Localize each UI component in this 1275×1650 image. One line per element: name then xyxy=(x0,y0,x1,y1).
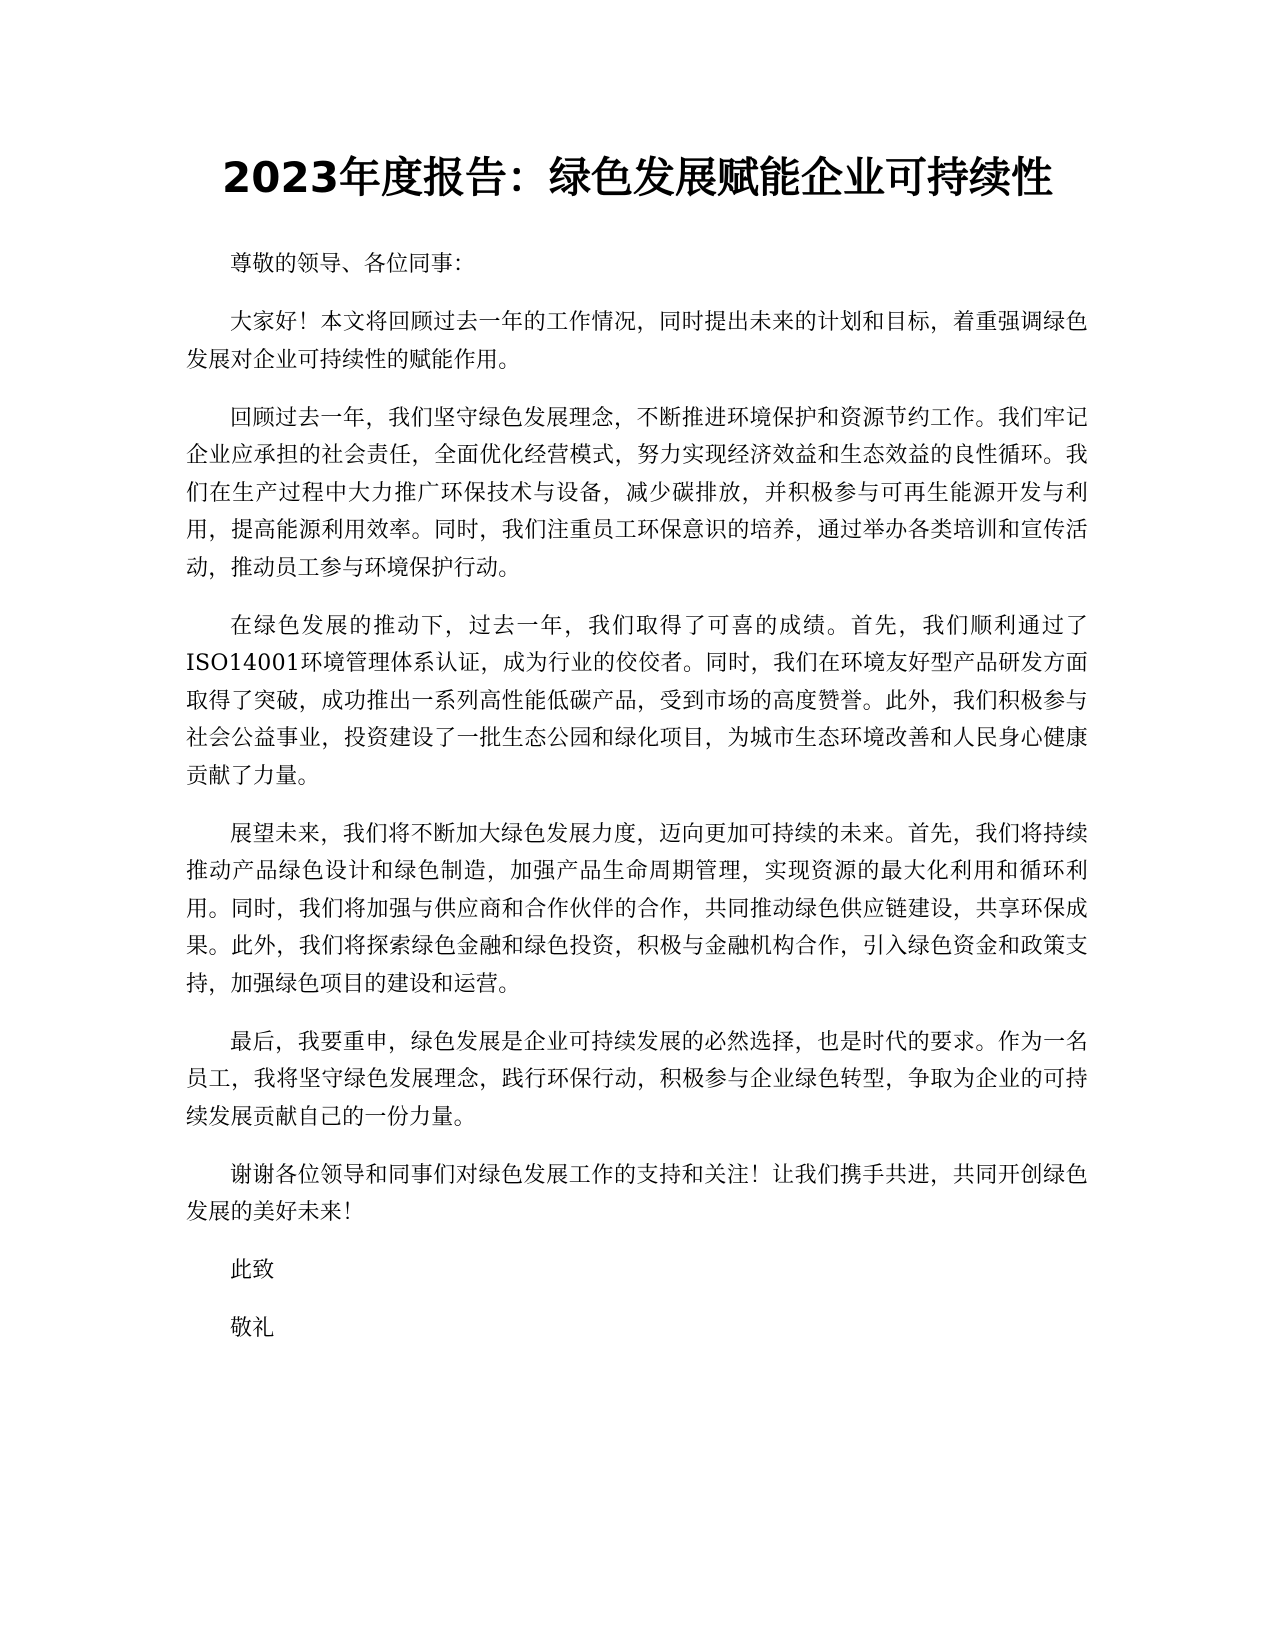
review-paragraph: 回顾过去一年，我们坚守绿色发展理念，不断推进环境保护和资源节约工作。我们牢记企业应承担的社会责任，全面优化经营模式，努力实现经济效益和生态效益的良性循环。我们在生产过程中大力推广环保技术与设备，减少碳排放，并积极参与可再生能源开发与利用，提高能源利用效率。同时，我们注重员工环保意识的培养，通过举办各类培训和宣传活动，推动员工参与环境保护行动。 xyxy=(186,405,1088,581)
intro-paragraph: 大家好！本文将回顾过去一年的工作情况，同时提出未来的计划和目标，着重强调绿色发展对企业可持续性的赋能作用。 xyxy=(186,310,1088,373)
regards-line: 敬礼 xyxy=(230,1316,275,1341)
outlook-paragraph: 展望未来，我们将不断加大绿色发展力度，迈向更加可持续的未来。首先，我们将持续推动产品绿色设计和绿色制造，加强产品生命周期管理，实现资源的最大化利用和循环利用。同时，我们将加强与供应商和合作伙伴的合作，共同推动绿色供应链建设，共享环保成果。此外，我们将探索绿色金融和绿色投资，积极与金融机构合作，引入绿色资金和政策支持，加强绿色项目的建设和运营。 xyxy=(186,821,1088,997)
closing-line: 此致 xyxy=(230,1258,275,1283)
conclusion-paragraph: 最后，我要重申，绿色发展是企业可持续发展的必然选择，也是时代的要求。作为一名员工，我将坚守绿色发展理念，践行环保行动，积极参与企业绿色转型，争取为企业的可持续发展贡献自己的一份力量。 xyxy=(186,1029,1088,1130)
achievements-paragraph: 在绿色发展的推动下，过去一年，我们取得了可喜的成绩。首先，我们顺利通过了ISO14001环境管理体系认证，成为行业的佼佼者。同时，我们在环境友好型产品研发方面取得了突破，成功推出一系列高性能低碳产品，受到市场的高度赞誉。此外，我们积极参与社会公益事业，投资建设了一批生态公园和绿化项目，为城市生态环境改善和人民身心健康贡献了力量。 xyxy=(186,613,1088,789)
document-title: 2023年度报告：绿色发展赋能企业可持续性 xyxy=(222,153,1053,202)
document-body xyxy=(186,246,1088,1368)
thanks-paragraph: 谢谢各位领导和同事们对绿色发展工作的支持和关注！让我们携手共进，共同开创绿色发展的美好未来！ xyxy=(186,1162,1088,1225)
salutation: 尊敬的领导、各位同事： xyxy=(230,252,476,277)
